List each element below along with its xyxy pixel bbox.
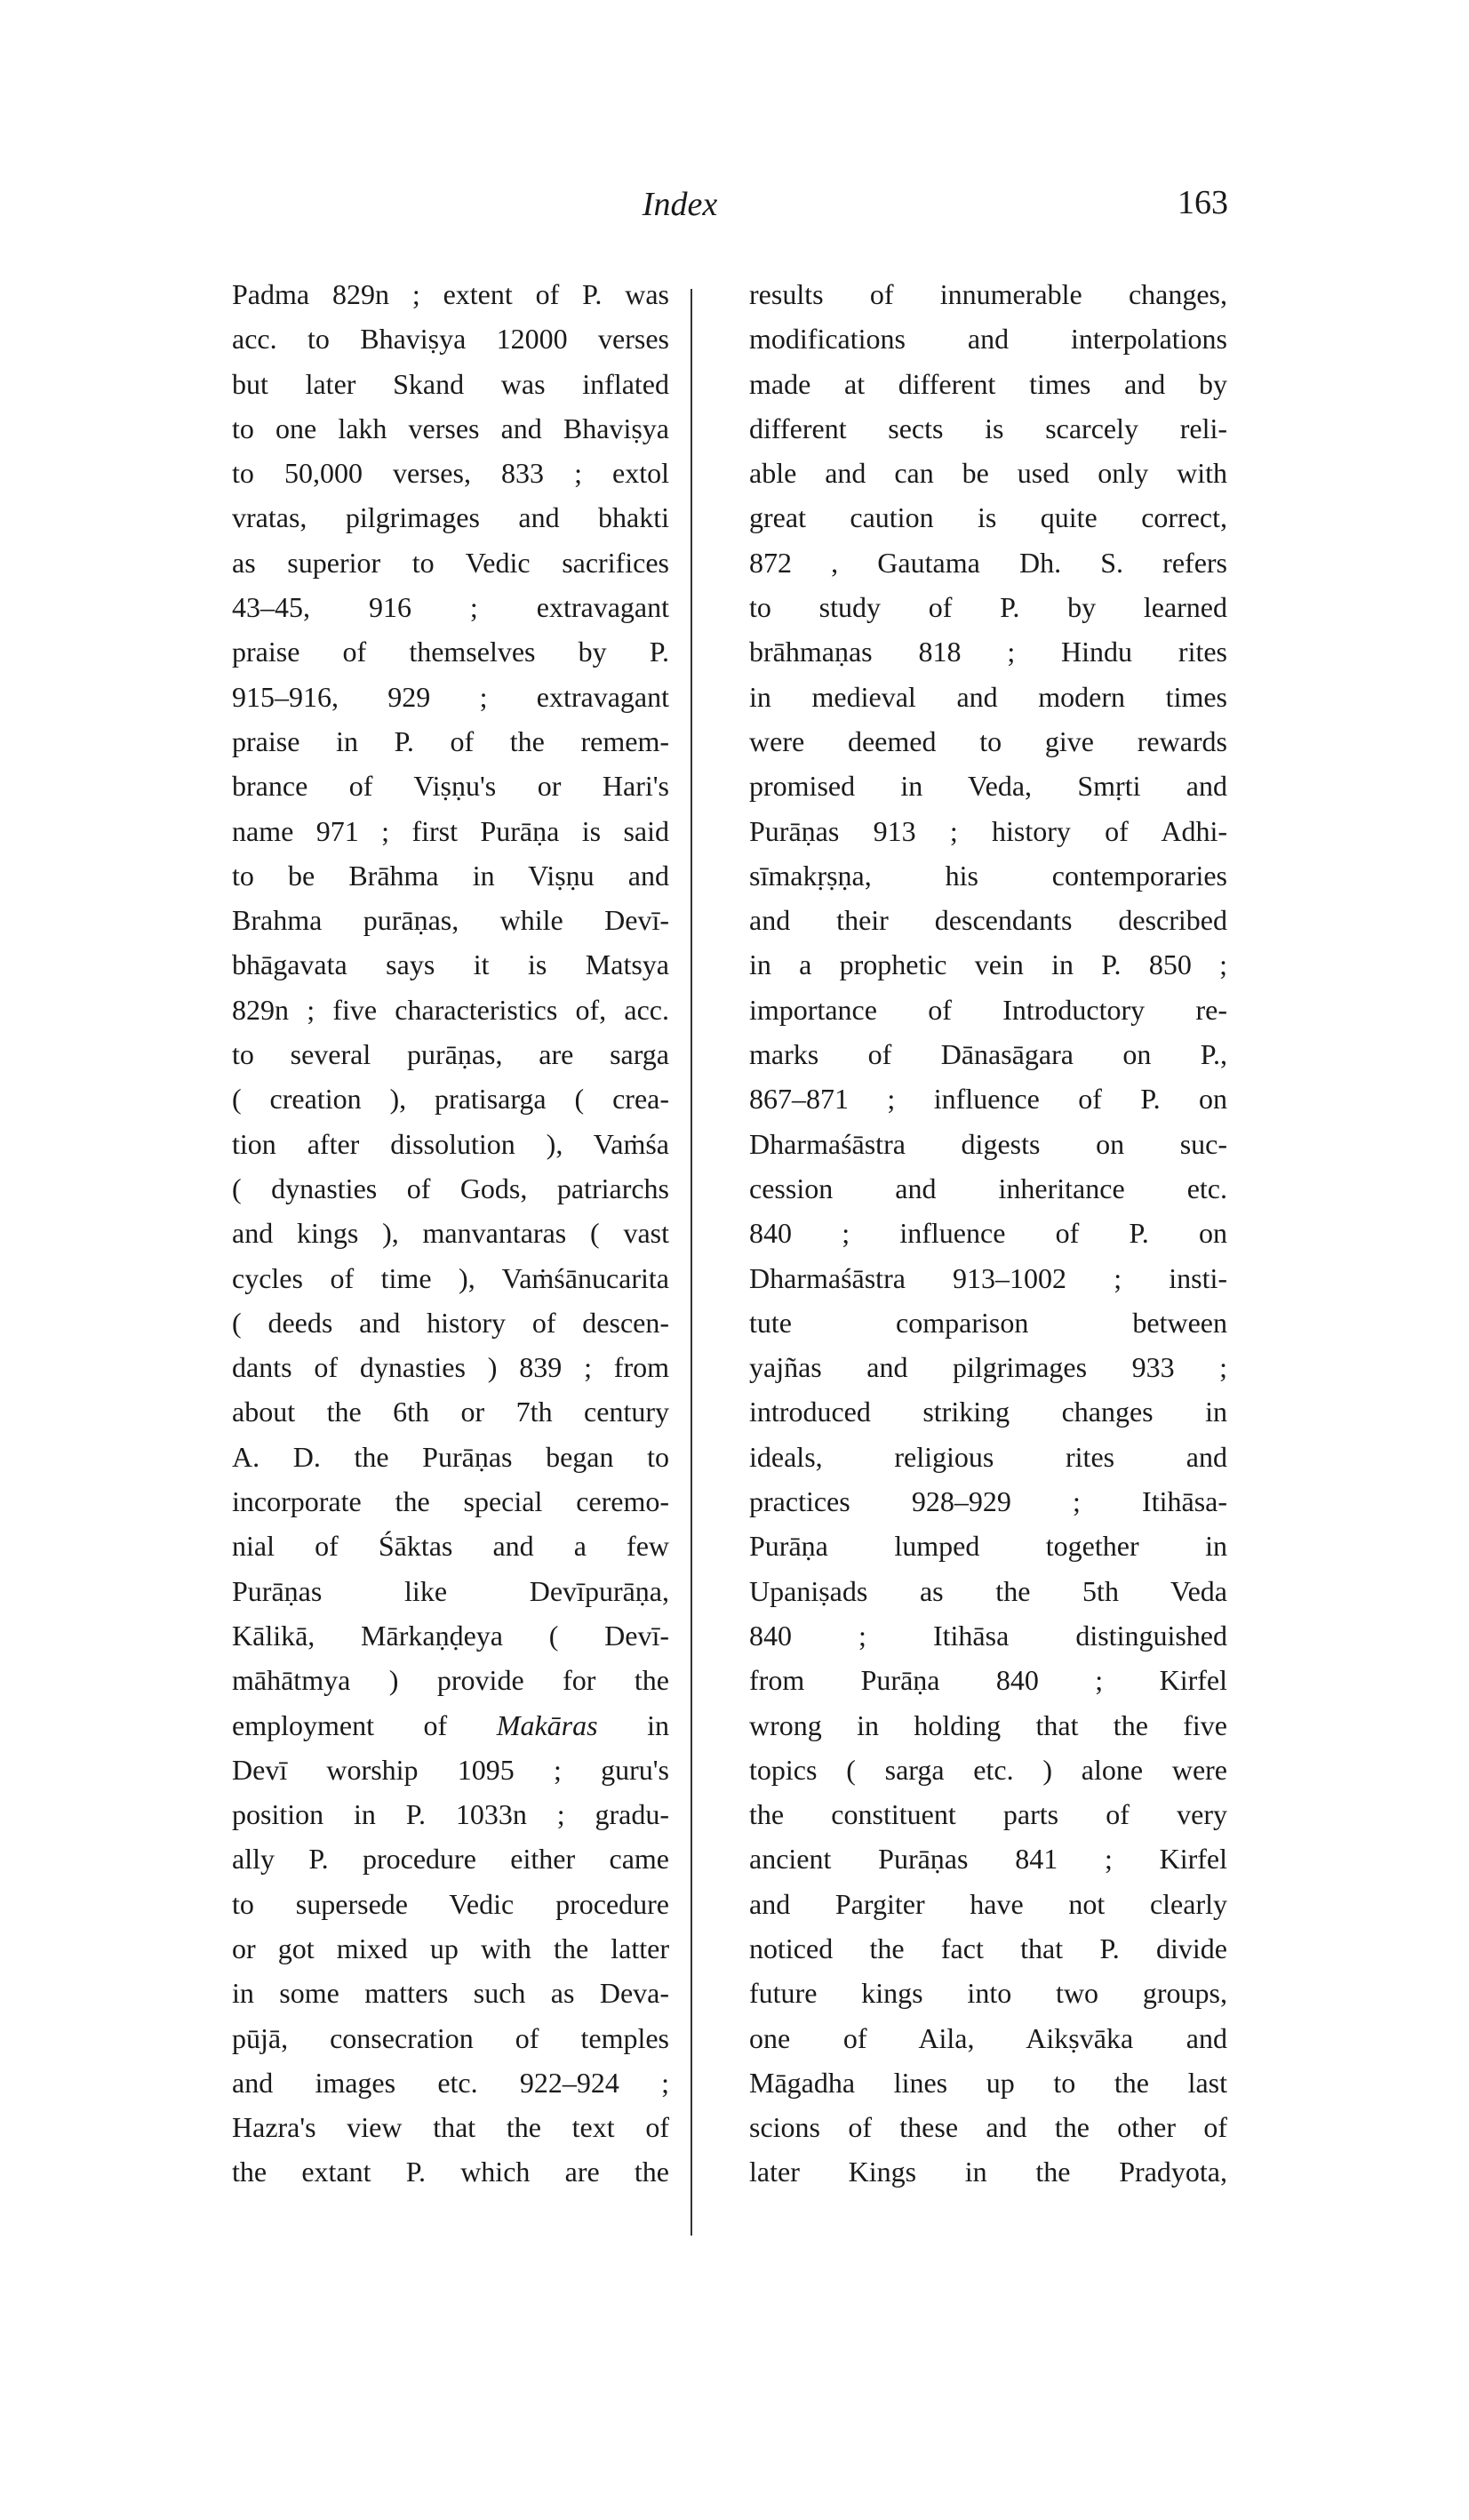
index-text-line: pūjā, consecration of temples bbox=[232, 2021, 669, 2054]
index-text-line: sīmakṛṣṇa, his contemporaries bbox=[749, 859, 1227, 892]
index-text-line: practices 928–929 ; Itihāsa- bbox=[749, 1485, 1227, 1518]
index-text-line: ( deeds and history of descen- bbox=[232, 1306, 669, 1339]
index-text-line: were deemed to give rewards bbox=[749, 724, 1227, 757]
index-text-line: incorporate the special ceremo- bbox=[232, 1485, 669, 1518]
page-number: 163 bbox=[1178, 184, 1228, 221]
index-text-line: and images etc. 922–924 ; bbox=[232, 2066, 669, 2099]
index-text-line: brance of Viṣṇu's or Hari's bbox=[232, 770, 669, 803]
index-text-line: bhāgavata says it is Matsya bbox=[232, 948, 669, 981]
index-text-line: acc. to Bhaviṣya 12000 verses bbox=[232, 323, 669, 356]
index-text-line: 43–45, 916 ; extravagant bbox=[232, 591, 669, 624]
index-text-line: ideals, religious rites and bbox=[749, 1440, 1227, 1473]
index-text-line: introduced striking changes in bbox=[749, 1396, 1227, 1428]
index-text-line: results of innumerable changes, bbox=[749, 278, 1227, 310]
index-text-line: Devī worship 1095 ; guru's bbox=[232, 1753, 669, 1786]
index-text-line: promised in Veda, Smṛti and bbox=[749, 770, 1227, 803]
index-text-line: ally P. procedure either came bbox=[232, 1843, 669, 1876]
index-text-line: ancient Purāṇas 841 ; Kirfel bbox=[749, 1843, 1227, 1876]
index-text-line: as superior to Vedic sacrifices bbox=[232, 546, 669, 579]
index-text-line: in some matters such as Deva- bbox=[232, 1977, 669, 2010]
index-text-line: māhātmya ) provide for the bbox=[232, 1664, 669, 1697]
index-text-line: marks of Dānasāgara on P., bbox=[749, 1038, 1227, 1071]
index-text-line: Kālikā, Mārkaṇḍeya ( Devī- bbox=[232, 1619, 669, 1652]
index-text-line: brāhmaṇas 818 ; Hindu rites bbox=[749, 636, 1227, 668]
index-text-line: position in P. 1033n ; gradu- bbox=[232, 1798, 669, 1831]
index-text-line: 829n ; five characteristics of, acc. bbox=[232, 993, 669, 1026]
index-text-line: to one lakh verses and Bhaviṣya bbox=[232, 412, 669, 444]
index-text-line: about the 6th or 7th century bbox=[232, 1396, 669, 1428]
index-text-line: noticed the fact that P. divide bbox=[749, 1932, 1227, 1964]
index-text-line: Purāṇa lumped together in bbox=[749, 1530, 1227, 1563]
index-text-line: 840 ; influence of P. on bbox=[749, 1217, 1227, 1250]
index-text-line: 915–916, 929 ; extravagant bbox=[232, 680, 669, 713]
index-text-line: from Purāṇa 840 ; Kirfel bbox=[749, 1664, 1227, 1697]
index-text-line: employment of Makāras in bbox=[232, 1708, 669, 1741]
index-text-line: Dharmaśāstra 913–1002 ; insti- bbox=[749, 1261, 1227, 1294]
index-text-line: in a prophetic vein in P. 850 ; bbox=[749, 948, 1227, 981]
index-text-line: cession and inheritance etc. bbox=[749, 1172, 1227, 1204]
index-text-line: made at different times and by bbox=[749, 367, 1227, 400]
index-text-line: vratas, pilgrimages and bhakti bbox=[232, 501, 669, 534]
index-text-line: and their descendants described bbox=[749, 904, 1227, 937]
index-text-line: praise in P. of the remem- bbox=[232, 724, 669, 757]
index-text-line: praise of themselves by P. bbox=[232, 636, 669, 668]
index-text-line: nial of Śāktas and a few bbox=[232, 1530, 669, 1563]
index-text-line: but later Skand was inflated bbox=[232, 367, 669, 400]
index-text-line: future kings into two groups, bbox=[749, 1977, 1227, 2010]
index-text-line: 867–871 ; influence of P. on bbox=[749, 1083, 1227, 1116]
index-text-line: Hazra's view that the text of bbox=[232, 2111, 669, 2144]
index-text-line: able and can be used only with bbox=[749, 457, 1227, 490]
index-text-line: 872 , Gautama Dh. S. refers bbox=[749, 546, 1227, 579]
index-text-line: Padma 829n ; extent of P. was bbox=[232, 278, 669, 310]
index-text-line: modifications and interpolations bbox=[749, 323, 1227, 356]
column-divider bbox=[691, 289, 692, 2236]
italic-term: Makāras bbox=[496, 1708, 598, 1741]
index-text-line: wrong in holding that the five bbox=[749, 1708, 1227, 1741]
index-text-line: Purāṇas like Devīpurāṇa, bbox=[232, 1574, 669, 1607]
index-column-right bbox=[749, 272, 1227, 2195]
running-title: Index bbox=[642, 186, 718, 223]
index-text-line: cycles of time ), Vaṁśānucarita bbox=[232, 1261, 669, 1294]
index-text-line: importance of Introductory re- bbox=[749, 993, 1227, 1026]
index-text-line: yajñas and pilgrimages 933 ; bbox=[749, 1351, 1227, 1384]
index-text-line: Māgadha lines up to the last bbox=[749, 2066, 1227, 2099]
index-text-line: great caution is quite correct, bbox=[749, 501, 1227, 534]
index-text-line: Dharmaśāstra digests on suc- bbox=[749, 1127, 1227, 1160]
index-text-line: the extant P. which are the bbox=[232, 2156, 669, 2188]
index-text-line: to supersede Vedic procedure bbox=[232, 1887, 669, 1920]
index-text-line: different sects is scarcely reli- bbox=[749, 412, 1227, 444]
index-text-line: in medieval and modern times bbox=[749, 680, 1227, 713]
index-text-line: and kings ), manvantaras ( vast bbox=[232, 1217, 669, 1250]
index-text-line: one of Aila, Aikṣvāka and bbox=[749, 2021, 1227, 2054]
index-text-line: Brahma purāṇas, while Devī- bbox=[232, 904, 669, 937]
index-text-line: to be Brāhma in Viṣṇu and bbox=[232, 859, 669, 892]
index-text-line: Purāṇas 913 ; history of Adhi- bbox=[749, 814, 1227, 847]
index-text-line: or got mixed up with the latter bbox=[232, 1932, 669, 1964]
index-text-line: to 50,000 verses, 833 ; extol bbox=[232, 457, 669, 490]
index-text-line: the constituent parts of very bbox=[749, 1798, 1227, 1831]
index-text-line: to several purāṇas, are sarga bbox=[232, 1038, 669, 1071]
index-text-line: and Pargiter have not clearly bbox=[749, 1887, 1227, 1920]
index-text-line: ( dynasties of Gods, patriarchs bbox=[232, 1172, 669, 1204]
index-text-line: ( creation ), pratisarga ( crea- bbox=[232, 1083, 669, 1116]
index-text-line: tion after dissolution ), Vaṁśa bbox=[232, 1127, 669, 1160]
index-text-line: dants of dynasties ) 839 ; from bbox=[232, 1351, 669, 1384]
index-text-line: later Kings in the Pradyota, bbox=[749, 2156, 1227, 2188]
index-text-line: scions of these and the other of bbox=[749, 2111, 1227, 2144]
index-text-line: topics ( sarga etc. ) alone were bbox=[749, 1753, 1227, 1786]
index-text-line: tute comparison between bbox=[749, 1306, 1227, 1339]
index-text-line: 840 ; Itihāsa distinguished bbox=[749, 1619, 1227, 1652]
index-text-line: A. D. the Purāṇas began to bbox=[232, 1440, 669, 1473]
index-text-line: to study of P. by learned bbox=[749, 591, 1227, 624]
index-text-line: name 971 ; first Purāṇa is said bbox=[232, 814, 669, 847]
index-column-left bbox=[232, 272, 669, 2195]
index-text-line: Upaniṣads as the 5th Veda bbox=[749, 1574, 1227, 1607]
